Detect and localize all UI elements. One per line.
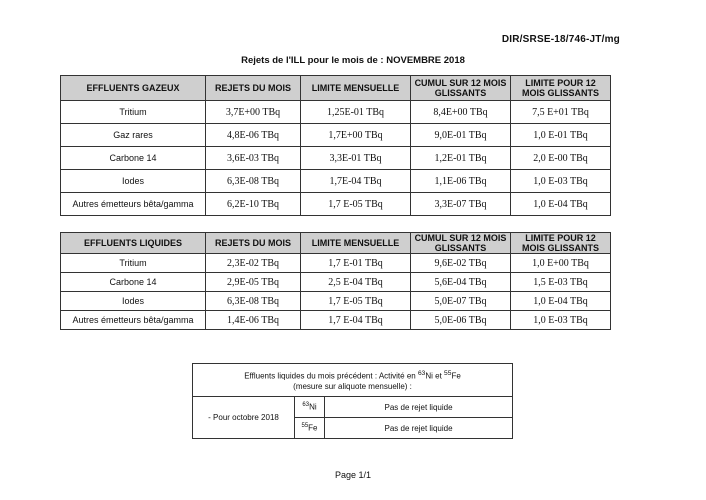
table-row <box>61 273 611 292</box>
table-row <box>61 124 611 147</box>
value-cell: 5,0E-06 TBq <box>411 311 511 330</box>
value-cell: 3,7E+00 TBq <box>206 101 301 124</box>
previous-month-header <box>193 364 513 397</box>
column-header: CUMUL SUR 12 MOIS GLISSANTS <box>411 233 511 254</box>
table-row <box>193 397 513 418</box>
row-label: Tritium <box>61 254 206 273</box>
row-label: Autres émetteurs bêta/gamma <box>61 311 206 330</box>
table-row <box>61 101 611 124</box>
column-header: REJETS DU MOIS <box>206 233 301 254</box>
value-cell: 1,25E-01 TBq <box>301 101 411 124</box>
value-cell: 2,9E-05 TBq <box>206 273 301 292</box>
table-row <box>61 193 611 216</box>
value-cell: 3,3E-07 TBq <box>411 193 511 216</box>
value-cell: 1,5 E-03 TBq <box>511 273 611 292</box>
value-cell: 1,2E-01 TBq <box>411 147 511 170</box>
status-cell: Pas de rejet liquide <box>325 418 513 439</box>
element-cell: $^{55}$Fe <box>295 418 325 439</box>
value-cell: 8,4E+00 TBq <box>411 101 511 124</box>
column-header: LIMITE MENSUELLE <box>301 233 411 254</box>
value-cell: 2,0 E-00 TBq <box>511 147 611 170</box>
fe-symbol: Fe <box>451 371 461 381</box>
fe-mass-number: 55 <box>444 369 452 377</box>
value-cell: 2,5 E-04 TBq <box>301 273 411 292</box>
table-header-row <box>61 233 611 254</box>
value-cell: 1,4E-06 TBq <box>206 311 301 330</box>
column-header: EFFLUENTS LIQUIDES <box>61 233 206 254</box>
status-cell: Pas de rejet liquide <box>325 397 513 418</box>
value-cell: 9,0E-01 TBq <box>411 124 511 147</box>
row-label: Carbone 14 <box>61 273 206 292</box>
element-cell: $^{63}$Ni <box>295 397 325 418</box>
value-cell: 1,1E-06 TBq <box>411 170 511 193</box>
value-cell: 6,3E-08 TBq <box>206 292 301 311</box>
value-cell: 3,6E-03 TBq <box>206 147 301 170</box>
row-label: Iodes <box>61 170 206 193</box>
period-label: - Pour octobre 2018 <box>193 397 295 439</box>
row-label: Carbone 14 <box>61 147 206 170</box>
value-cell: 5,0E-07 TBq <box>411 292 511 311</box>
value-cell: 1,7 E-04 TBq <box>301 311 411 330</box>
table-row <box>61 311 611 330</box>
value-cell: 7,5 E+01 TBq <box>511 101 611 124</box>
value-cell: 1,7 E-05 TBq <box>301 292 411 311</box>
column-header: LIMITE MENSUELLE <box>301 76 411 101</box>
table-row <box>61 292 611 311</box>
value-cell: 1,0 E-04 TBq <box>511 193 611 216</box>
column-header: EFFLUENTS GAZEUX <box>61 76 206 101</box>
page-number: Page 1/1 <box>334 470 372 480</box>
table-row <box>61 147 611 170</box>
measurement-note: (mesure sur aliquote mensuelle) : <box>293 382 412 392</box>
value-cell: 1,0 E-01 TBq <box>511 124 611 147</box>
value-cell: 4,8E-06 TBq <box>206 124 301 147</box>
value-cell: 1,0 E-03 TBq <box>511 311 611 330</box>
value-cell: 6,3E-08 TBq <box>206 170 301 193</box>
value-cell: 1,0 E-03 TBq <box>511 170 611 193</box>
column-header: LIMITE POUR 12 MOIS GLISSANTS <box>511 76 611 101</box>
value-cell: 2,3E-02 TBq <box>206 254 301 273</box>
column-header: CUMUL SUR 12 MOIS GLISSANTS <box>411 76 511 101</box>
value-cell: 1,7E-04 TBq <box>301 170 411 193</box>
gaseous-effluents-table <box>60 75 611 216</box>
table-row <box>61 170 611 193</box>
previous-month-table <box>192 363 513 439</box>
page-title: Rejets de l'ILL pour le mois de : NOVEMBRE 2018 <box>241 55 465 66</box>
row-label: Tritium <box>61 101 206 124</box>
value-cell: 1,7 E-01 TBq <box>301 254 411 273</box>
table-row <box>61 254 611 273</box>
row-label: Autres émetteurs bêta/gamma <box>61 193 206 216</box>
value-cell: 1,7 E-05 TBq <box>301 193 411 216</box>
row-label: Gaz rares <box>61 124 206 147</box>
document-reference: DIR/SRSE-18/746-JT/mg <box>501 34 620 45</box>
connector-text: et <box>432 371 445 381</box>
value-cell: 1,0 E-04 TBq <box>511 292 611 311</box>
value-cell: 3,3E-01 TBq <box>301 147 411 170</box>
liquid-effluents-table <box>60 232 611 330</box>
row-label: Iodes <box>61 292 206 311</box>
ni-mass-number: 63 <box>417 369 426 377</box>
column-header: REJETS DU MOIS <box>206 76 301 101</box>
value-cell: 5,6E-04 TBq <box>411 273 511 292</box>
value-cell: 6,2E-10 TBq <box>206 193 301 216</box>
column-header: LIMITE POUR 12 MOIS GLISSANTS <box>511 233 611 254</box>
value-cell: 1,0 E+00 TBq <box>511 254 611 273</box>
ni-symbol: Ni <box>425 371 433 381</box>
previous-month-intro: Effluents liquides du mois précédent : Activité en <box>244 371 418 381</box>
table-header-row <box>61 76 611 101</box>
value-cell: 1,7E+00 TBq <box>301 124 411 147</box>
value-cell: 9,6E-02 TBq <box>411 254 511 273</box>
